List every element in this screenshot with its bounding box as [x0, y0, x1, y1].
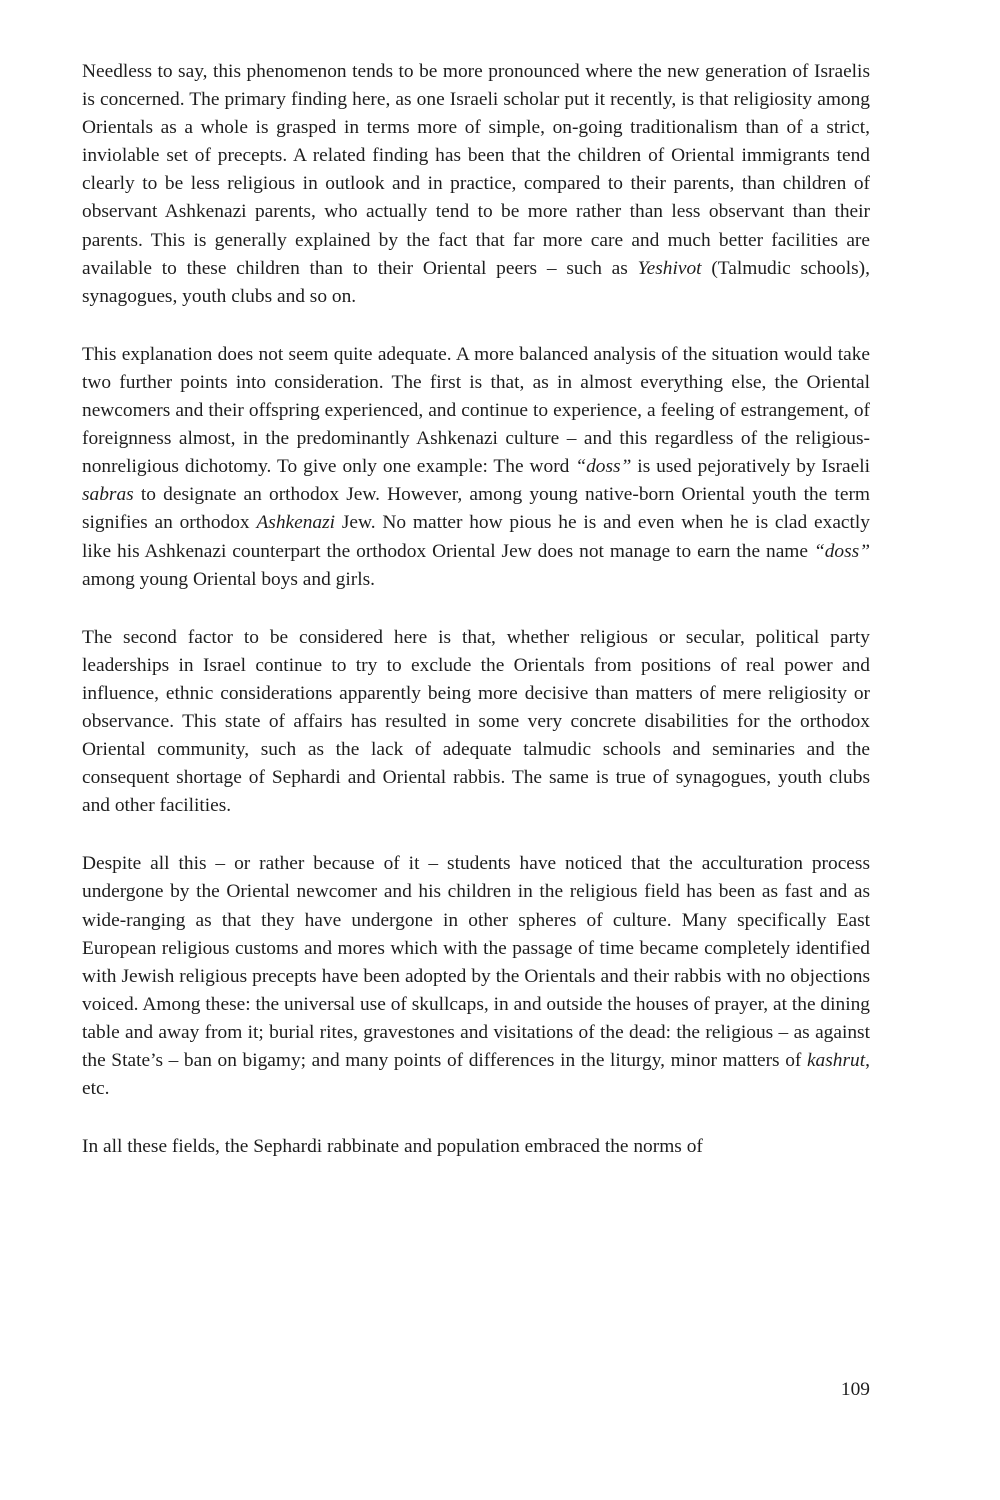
paragraph — [82, 624, 870, 821]
italic-term: “doss” — [813, 540, 870, 562]
page-body — [82, 58, 870, 1161]
page-number: 109 — [840, 1379, 870, 1400]
italic-term: Yeshivot — [637, 257, 702, 279]
italic-term: Ashkenazi — [256, 512, 336, 534]
paragraph — [82, 341, 870, 594]
text-run: The second factor to be considered here is that, whether religious or secular, political party leaderships in Israel continue to try to exclude the Orientals from positions of real power and influence, ethnic considerations apparently being more decisive than matters of mere religiosity or observance. This state of affairs has resulted in some very concrete disabilities for the orthodox Oriental community, such as the lack of adequate talmudic schools and seminaries and the consequent shortage of Sephardi and Oriental rabbis. The same is true of synagogues, youth clubs and other facilities. — [82, 626, 870, 817]
paragraph — [82, 850, 870, 1103]
text-run: Despite all this – or rather because of it – students have noticed that the acculturation process undergone by the Oriental newcomer and his children in the religious field has been as fast and as wide-ranging as that they have undergone in other spheres of culture. Many specifically East European religious customs and mores which with the passage of time became completely identified with Jewish religious precepts have been adopted by the Orientals and their rabbis with no objections voiced. Among these: the universal use of skullcaps, in and outside the houses of prayer, at the dining table and away from it; burial rites, gravestones and visitations of the dead: the religious – as against the State’s – ban on bigamy; and many points of differences in the liturgy, minor matters of — [82, 853, 870, 1071]
text-run: This explanation does not seem quite adequate. A more balanced analysis of the situation would take two further points into consideration. The first is that, as in almost everything else, the Oriental newcomers and their offspring experienced, and continue to experience, a feeling of estrangement, of foreignness almost, in the predominantly Ashkenazi culture – and this regardless of the religious-nonreligious dichotomy. To give only one example: The word — [82, 343, 870, 478]
italic-term: “doss” — [575, 456, 632, 478]
paragraph — [82, 1133, 870, 1161]
text-run: Jew. No matter how pious he is and even when he is clad exactly like his Ashkenazi counterpart the orthodox Oriental Jew does not manage to earn the name — [82, 512, 870, 562]
italic-term: kashrut — [806, 1050, 866, 1071]
text-run: to designate an orthodox Jew. However, among young native-born Oriental youth the term signifies an orthodox — [82, 484, 870, 534]
text-run: In all these fields, the Sephardi rabbinate and population embraced the norms of — [82, 1136, 703, 1158]
text-run: among young Oriental boys and girls. — [82, 568, 375, 590]
text-run: (Talmudic schools), synagogues, youth clubs and so on. — [82, 257, 870, 307]
text-run: , etc. — [82, 1050, 870, 1100]
text-run: Needless to say, this phenomenon tends to be more pronounced where the new generation of Israelis is concerned. The primary finding here, as one Israeli scholar put it recently, is that religiosity among Orientals as a whole is grasped in terms more of simple, on-going traditionalism than of a strict, inviolable set of precepts. A related finding has been that the children of Oriental immigrants tend clearly to be less religious in outlook and in practice, compared to their parents, than children of observant Ashkenazi parents, who actually tend to be more rather than less observant than their parents. This is generally explained by the fact that far more care and much better facilities are available to these children than to their Oriental peers – such as — [82, 61, 870, 279]
paragraph — [82, 58, 870, 311]
text-run: is used pejoratively by Israeli — [631, 456, 870, 478]
italic-term: sabras — [82, 484, 134, 506]
